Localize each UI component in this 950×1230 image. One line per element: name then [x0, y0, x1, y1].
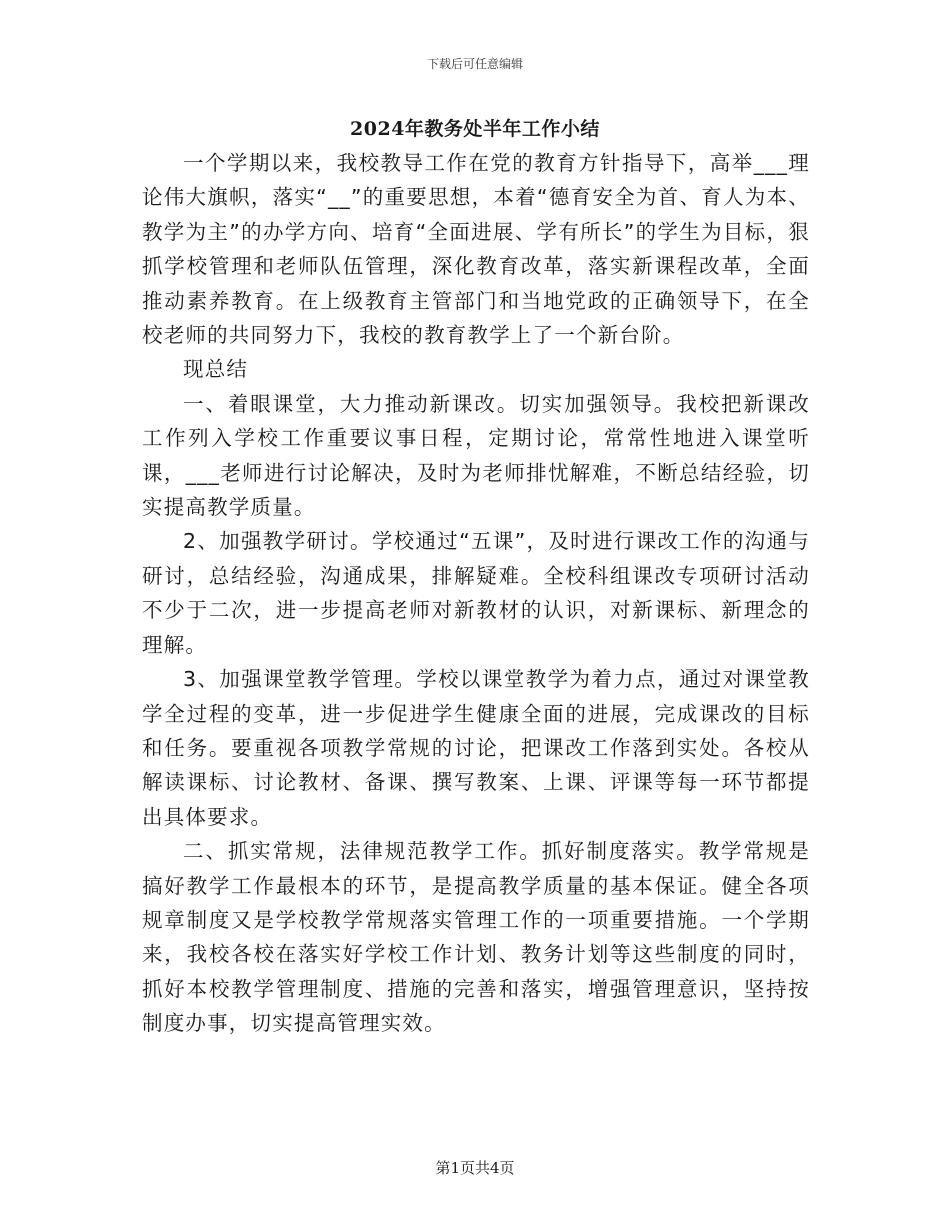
paragraph-summary-heading: 现总结	[183, 357, 249, 382]
document-title: 2024年教务处半年工作小结	[350, 118, 600, 140]
document-body	[142, 146, 810, 1041]
paragraph-intro: 一个学期以来，我校教导工作在党的教育方针指导下，高举___理论伟大旗帜，落实“__”的重要思想，本着“德育安全为首、育人为本、教学为主”的办学方向、培育“全面进展、学有所长”的学生为目标，狠抓学校管理和老师队伍管理，深化教育改革，落实新课程改革，全面推动素养教育。在上级教育主管部门和当地党政的正确领导下，在全校老师的共同努力下，我校的教育教学上了一个新台阶。	[142, 151, 810, 348]
page-number-footer: 第1页共4页	[435, 1159, 515, 1177]
page-header-note: 下载后可任意编辑	[426, 57, 523, 71]
paragraph-item-2: 2、加强教学研讨。学校通过“五课”，及时进行课改工作的沟通与研讨，总结经验，沟通成果，排解疑难。全校科组课改专项研讨活动不少于二次，进一步提高老师对新教材的认识，对新课标、新理念的理解。	[142, 529, 810, 657]
paragraph-item-3: 3、加强课堂教学管理。学校以课堂教学为着力点，通过对课堂教学全过程的变革，进一步促进学生健康全面的进展，完成课改的目标和任务。要重视各项教学常规的讨论，把课改工作落到实处。各校从解读课标、讨论教材、备课、撰写教案、上课、评课等每一环节都提出具体要求。	[142, 667, 810, 829]
paragraph-section-2: 二、抓实常规，法律规范教学工作。抓好制度落实。教学常规是搞好教学工作最根本的环节，是提高教学质量的基本保证。健全各项规章制度又是学校教学常规落实管理工作的一项重要措施。一个学期来，我校各校在落实好学校工作计划、教务计划等这些制度的同时，抓好本校教学管理制度、措施的完善和落实，增强管理意识，坚持按制度办事，切实提高管理实效。	[142, 839, 810, 1036]
paragraph-section-1: 一、着眼课堂，大力推动新课改。切实加强领导。我校把新课改工作列入学校工作重要议事日程，定期讨论，常常性地进入课堂听课，___老师进行讨论解决，及时为老师排忧解难，不断总结经验，切实提高教学质量。	[142, 391, 810, 520]
